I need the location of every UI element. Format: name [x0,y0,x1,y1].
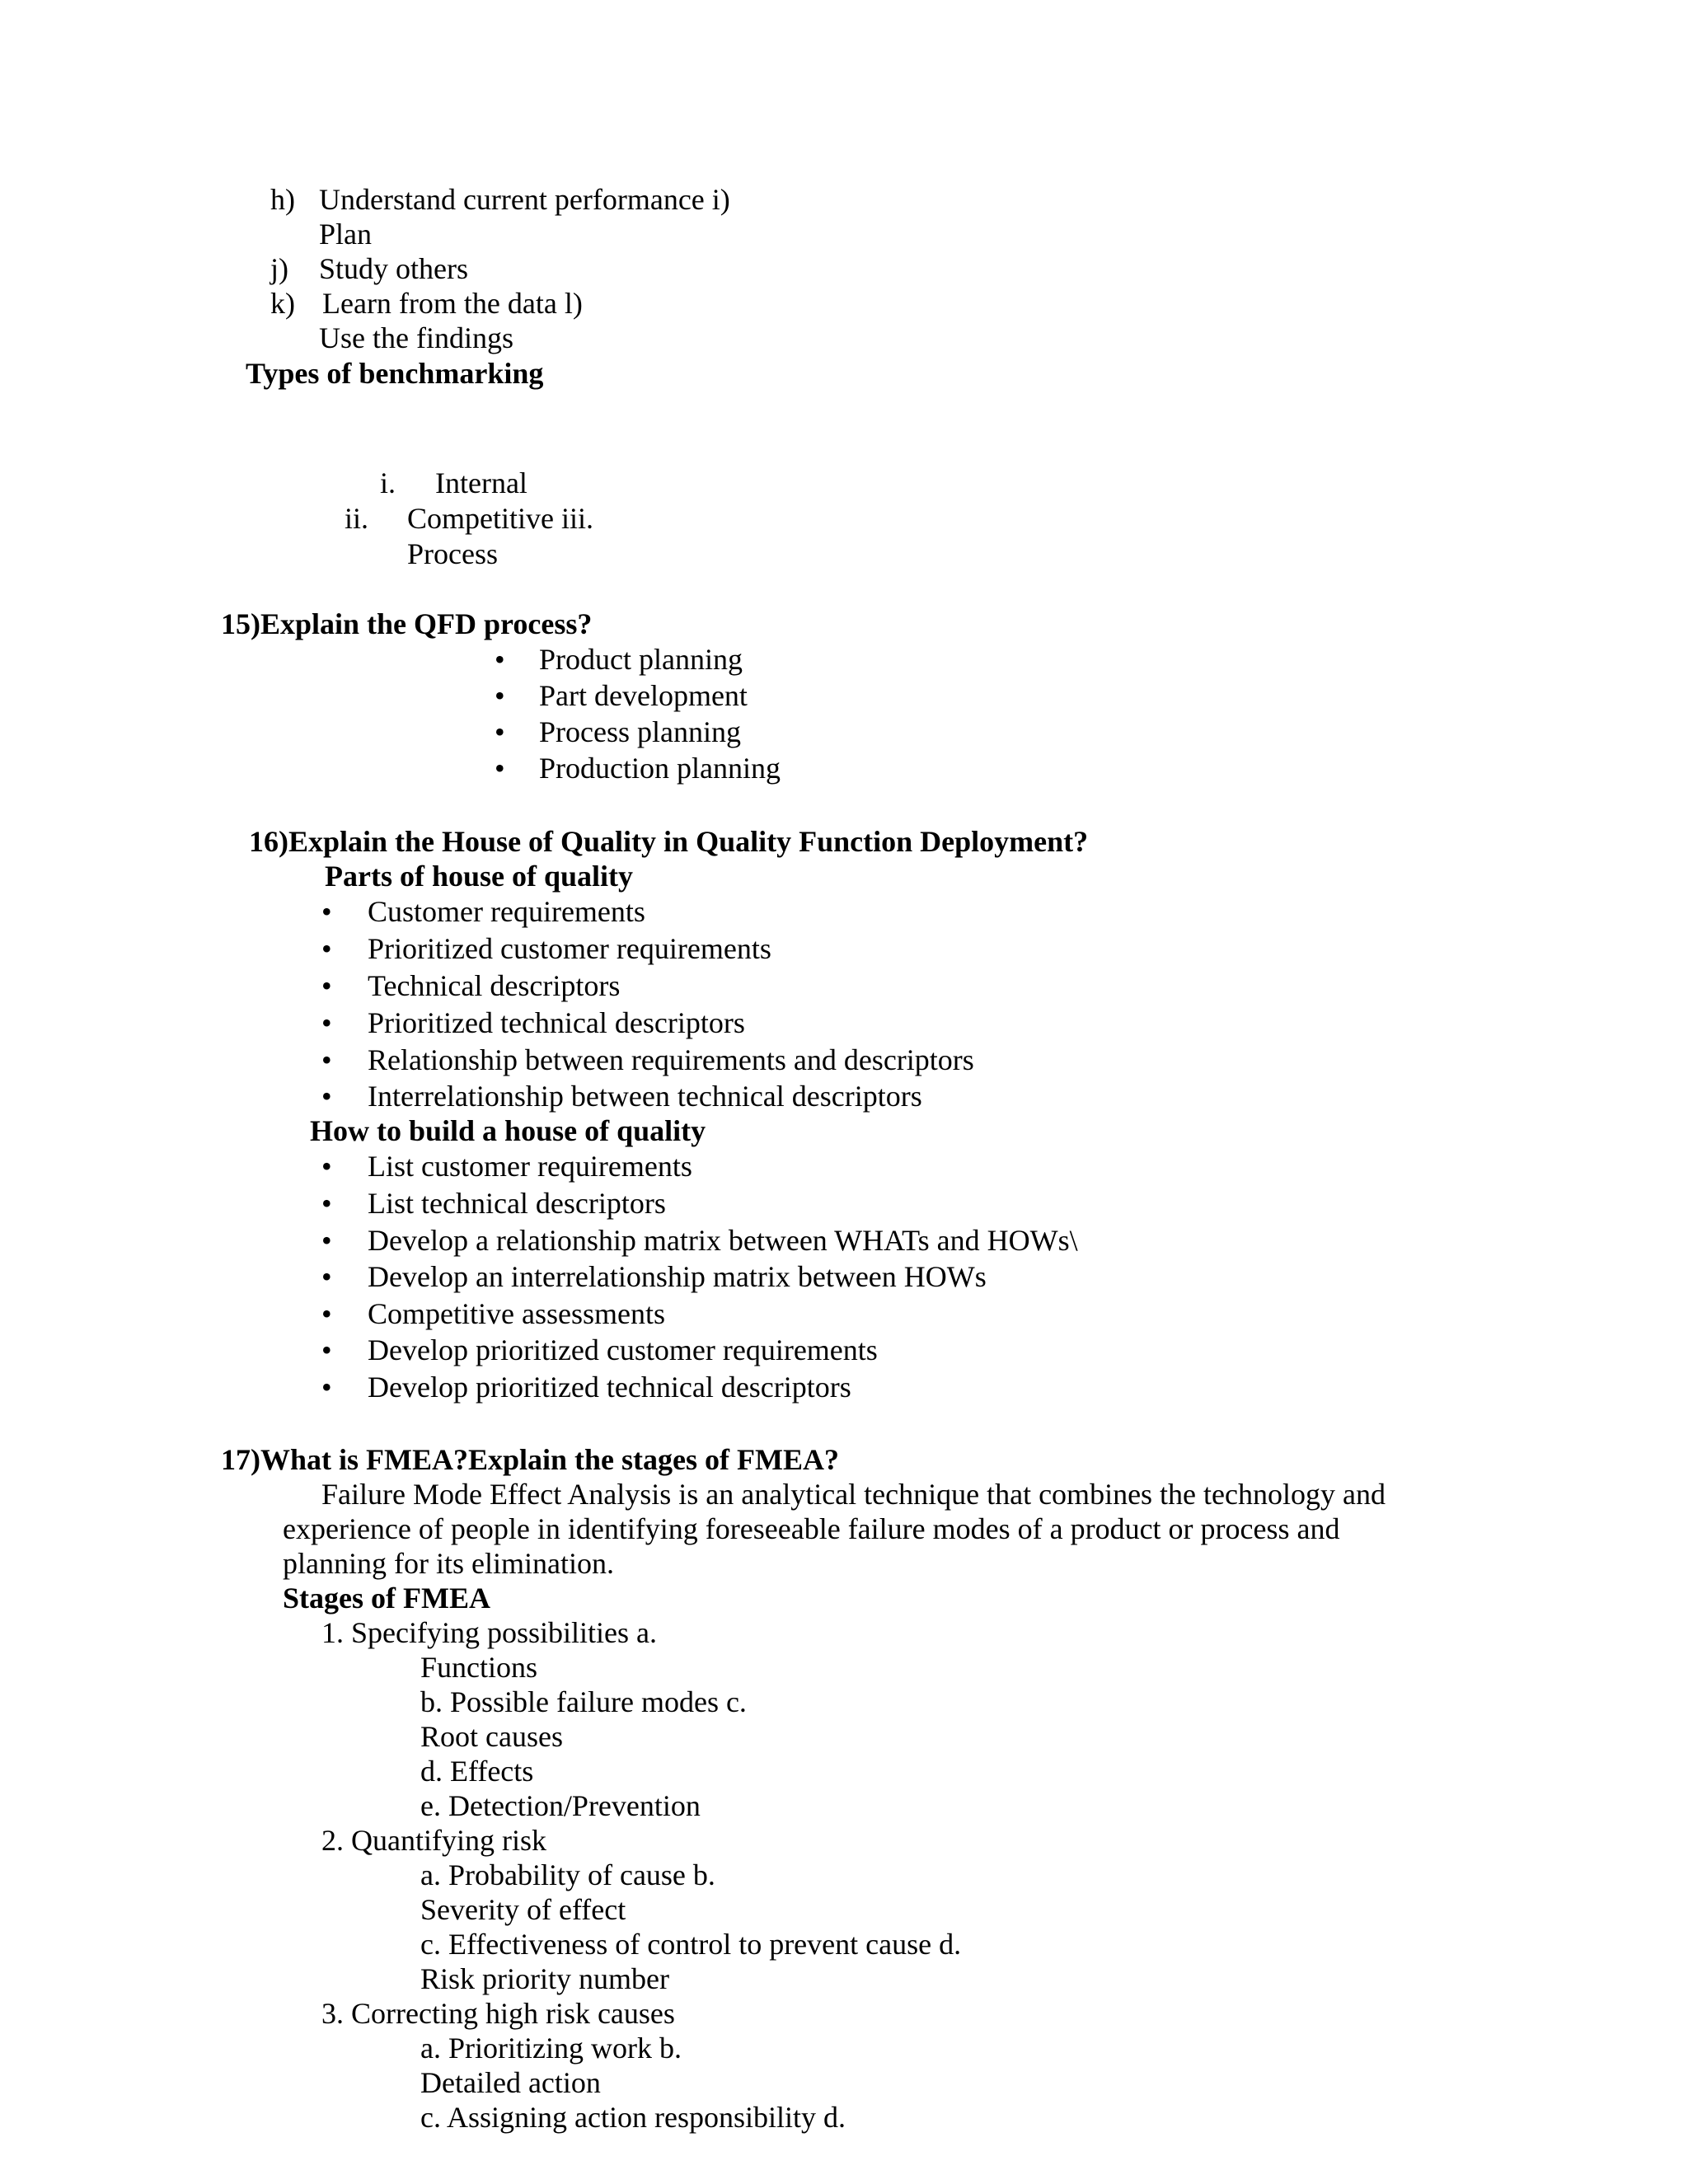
list-item: Process [407,537,498,570]
stage-subitem: a. Probability of cause b. [420,1858,715,1891]
list-item: Internal [435,466,528,499]
list-marker: j) [270,252,288,285]
list-item: List technical descriptors [368,1187,666,1220]
section-heading: Types of benchmarking [246,357,544,390]
bullet-icon: • [321,1333,332,1366]
list-item: Interrelationship between technical descriptors [368,1080,922,1113]
stage-subitem: d. Effects [420,1755,534,1788]
list-item: Plan [319,218,373,251]
stage-subitem: Functions [420,1651,538,1684]
stage-subitem: e. Detection/Prevention [420,1789,701,1822]
list-item: Relationship between requirements and descriptors [368,1043,974,1076]
stage-subitem: b. Possible failure modes c. [420,1685,747,1718]
sub-heading: Stages of FMEA [283,1582,490,1615]
bullet-icon: • [321,1150,332,1183]
list-marker: k) [270,287,295,320]
list-item: Develop prioritized technical descriptors [368,1371,851,1404]
list-marker: i. [380,466,396,499]
question-heading: 17)What is FMEA?Explain the stages of FMEA? [221,1443,839,1476]
bullet-icon: • [321,1043,332,1076]
stage-subitem: a. Prioritizing work b. [420,2032,682,2064]
list-item: Study others [319,252,469,285]
list-marker: ii. [345,502,369,535]
stage-subitem: c. Assigning action responsibility d. [420,2101,846,2134]
list-item: Customer requirements [368,895,645,928]
list-item: Use the findings [319,321,513,354]
bullet-icon: • [321,1297,332,1330]
bullet-icon: • [321,1187,332,1220]
bullet-icon: • [321,1371,332,1404]
list-item: Production planning [539,752,781,785]
list-item: List customer requirements [368,1150,692,1183]
bullet-icon: • [321,1224,332,1257]
stage-subitem: Detailed action [420,2066,601,2099]
stage-item: 3. Correcting high risk causes [321,1997,675,2030]
stage-item: 2. Quantifying risk [321,1824,546,1857]
list-item: Learn from the data l) [322,287,583,320]
list-item: Competitive assessments [368,1297,665,1330]
stage-item: 1. Specifying possibilities a. [321,1616,657,1649]
list-item: Develop a relationship matrix between WHATs and HOWs\ [368,1224,1078,1257]
bullet-icon: • [495,643,505,676]
bullet-icon: • [321,1260,332,1293]
bullet-icon: • [321,895,332,928]
stage-subitem: Risk priority number [420,1962,669,1995]
bullet-icon: • [321,969,332,1002]
list-item: Develop an interrelationship matrix between HOWs [368,1260,987,1293]
list-item: Competitive iii. [407,502,593,535]
list-item: Develop prioritized customer requirements [368,1333,878,1366]
list-item: Process planning [539,715,741,748]
list-marker: h) [270,183,295,216]
bullet-icon: • [495,715,505,748]
stage-subitem: Severity of effect [420,1893,626,1926]
list-item: Prioritized technical descriptors [368,1006,745,1039]
list-item: Part development [539,679,748,712]
list-item: Product planning [539,643,743,676]
sub-heading: Parts of house of quality [325,860,634,893]
stage-subitem: Root causes [420,1720,563,1753]
paragraph-line: planning for its elimination. [283,1547,614,1580]
sub-heading: How to build a house of quality [310,1114,706,1147]
paragraph-line: experience of people in identifying foreseeable failure modes of a product or process and [283,1512,1340,1545]
bullet-icon: • [321,1080,332,1113]
bullet-icon: • [495,679,505,712]
question-heading: 16)Explain the House of Quality in Quality Function Deployment? [249,825,1089,858]
list-item: Understand current performance i) [319,183,730,216]
list-item: Prioritized customer requirements [368,932,771,965]
list-item: Technical descriptors [368,969,621,1002]
paragraph-line: Failure Mode Effect Analysis is an analytical technique that combines the technology and [321,1478,1386,1511]
bullet-icon: • [495,752,505,785]
bullet-icon: • [321,932,332,965]
question-heading: 15)Explain the QFD process? [221,607,593,640]
bullet-icon: • [321,1006,332,1039]
stage-subitem: c. Effectiveness of control to prevent cause d. [420,1928,962,1961]
